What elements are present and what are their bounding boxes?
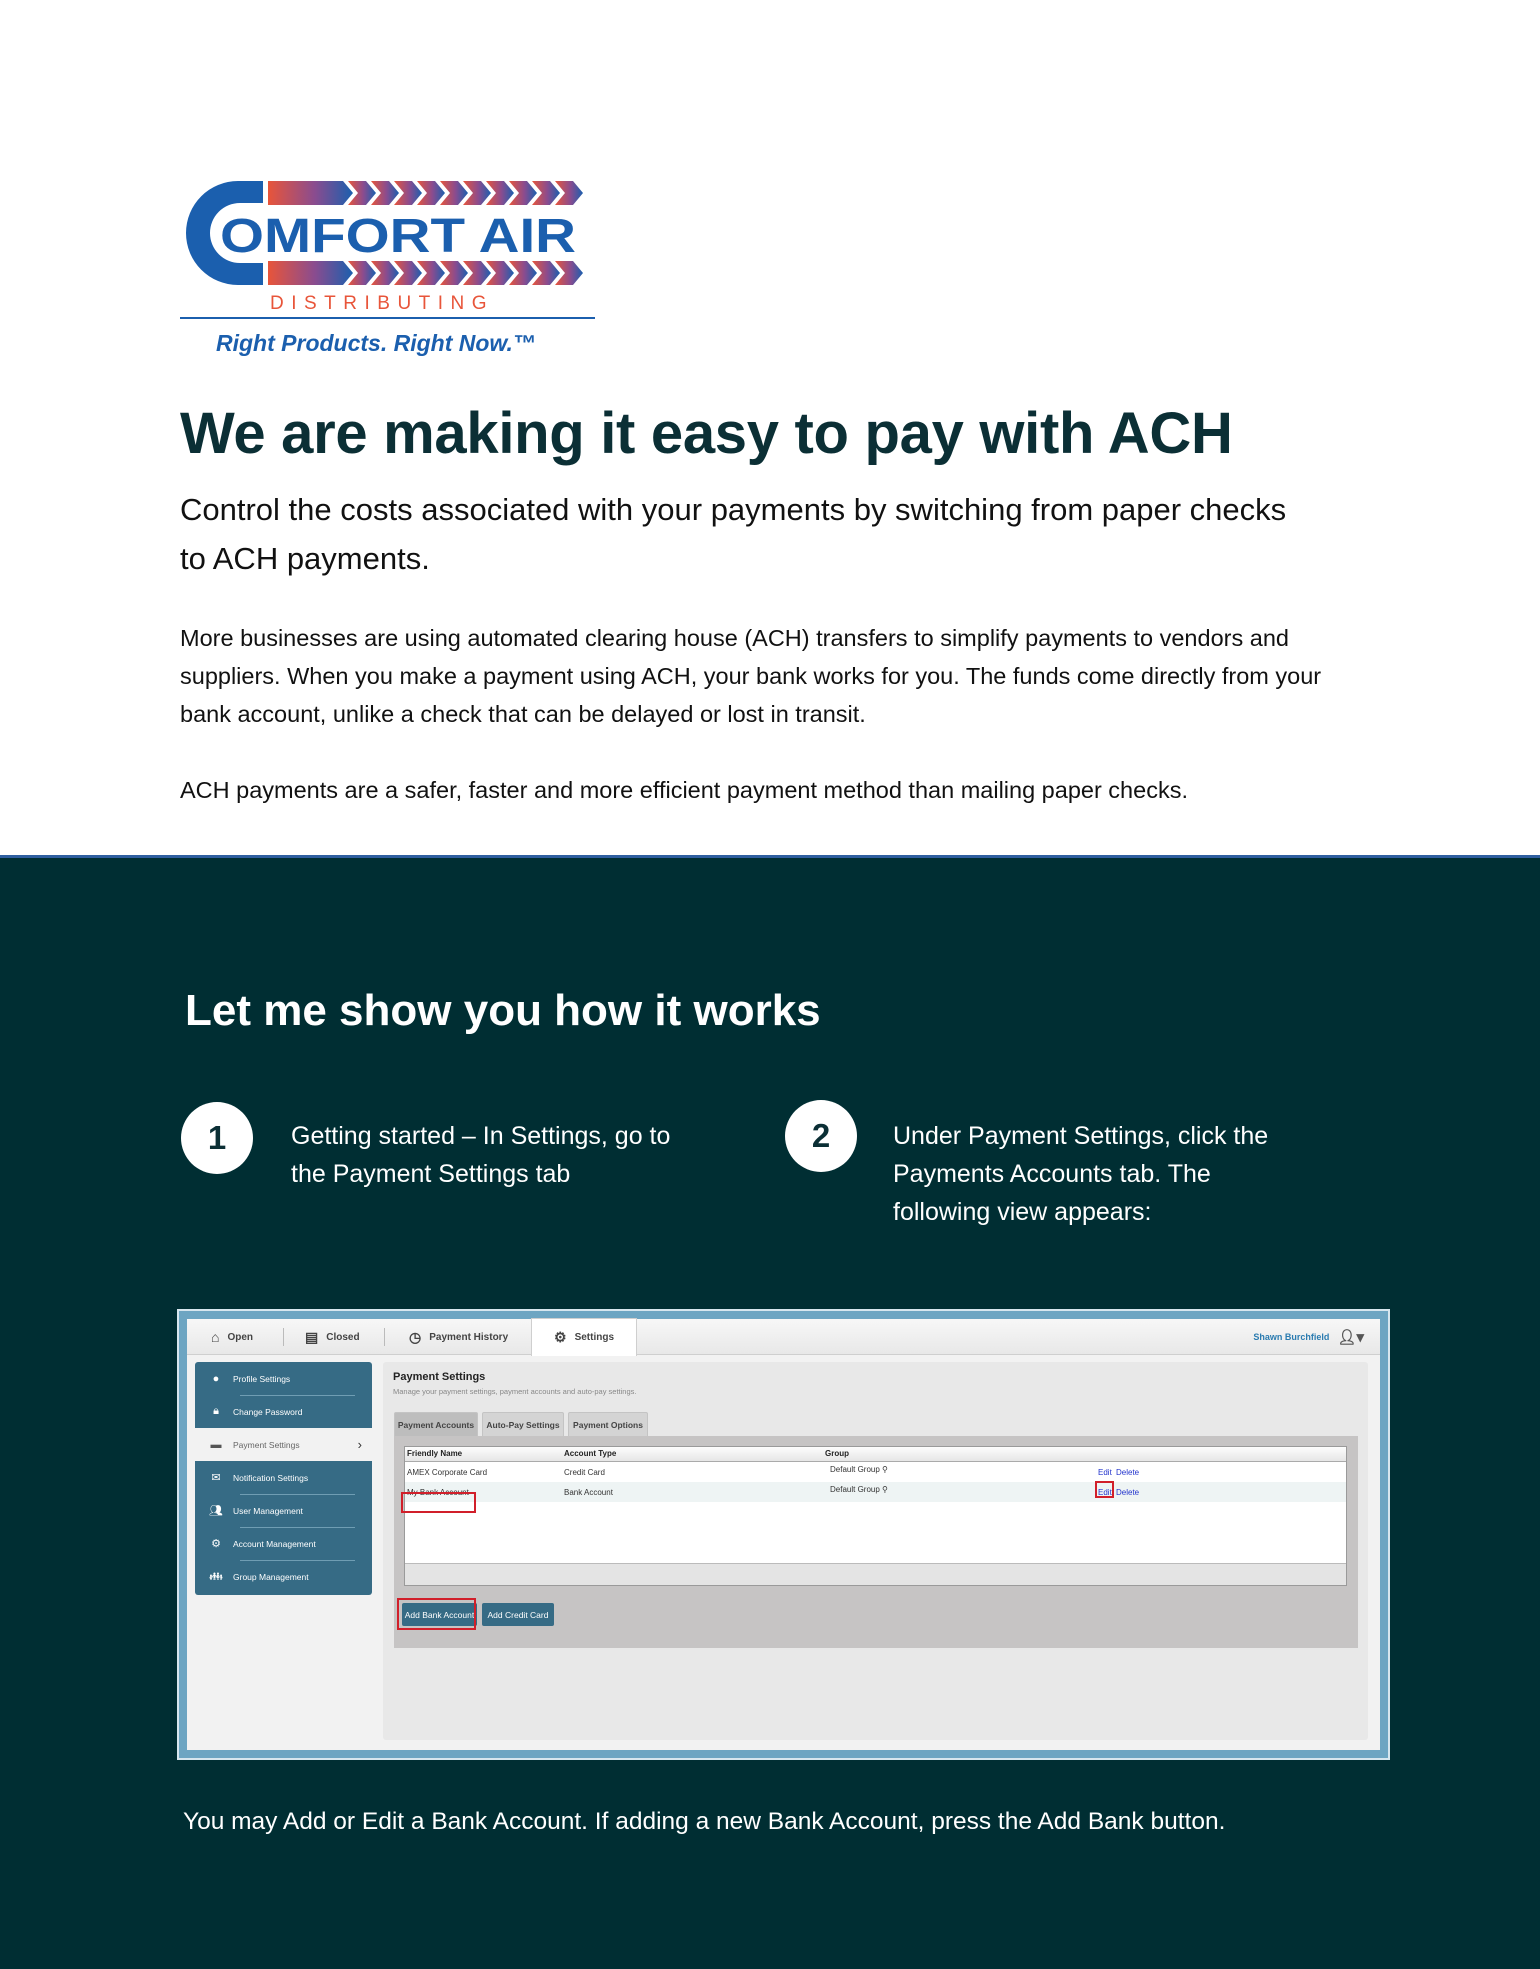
sidebar-item-label: Account Management (233, 1538, 316, 1549)
user-name: Shawn Burchfield (1253, 1332, 1330, 1342)
sidebar-item-label: Group Management (233, 1571, 309, 1582)
account-group[interactable]: Default Group ⚲ (830, 1465, 888, 1474)
lead-paragraph: Control the costs associated with your payments by switching from paper checks to ACH payments. (180, 492, 1287, 576)
column-header-account-type[interactable]: Account Type (564, 1449, 617, 1458)
add-bank-account-button[interactable]: Add Bank Account (402, 1603, 477, 1626)
nav-tab-label: Payment History (429, 1331, 509, 1343)
sidebar-item-group-management[interactable] (195, 1560, 372, 1593)
sidebar-item-label: User Management (233, 1505, 303, 1516)
sidebar-item-label: Payment Settings (233, 1439, 300, 1450)
tab-payment-options[interactable]: Payment Options (568, 1412, 648, 1436)
account-type: Bank Account (564, 1488, 613, 1497)
step-1-badge: 1 (181, 1102, 253, 1174)
delete-link[interactable]: Delete (1116, 1468, 1140, 1477)
step-2-badge: 2 (785, 1100, 857, 1172)
how-it-works-section (0, 858, 1540, 1969)
chevron-right-icon: › (357, 1437, 362, 1452)
sidebar-item-account-management[interactable] (195, 1527, 372, 1560)
table-footer (405, 1563, 1346, 1585)
column-header-friendly-name[interactable]: Friendly Name (407, 1449, 463, 1458)
account-name: AMEX Corporate Card (407, 1468, 488, 1477)
card-icon: ▬ (210, 1438, 222, 1451)
body-paragraph-2: ACH payments are a safer, faster and more efficient payment method than mailing paper checks. (180, 777, 1188, 803)
logo-tagline: Right Products. Right Now.™ (216, 330, 536, 356)
step-2-text: Under Payment Settings, click the Payments Accounts tab. The following view appears: (893, 1122, 1269, 1226)
user-icon: ● (212, 1372, 220, 1385)
logo-subtitle: DISTRIBUTING (270, 293, 495, 314)
edit-link[interactable]: Edit (1098, 1488, 1112, 1497)
page-headline: We are making it easy to pay with ACH (180, 401, 1233, 466)
user-menu[interactable] (1253, 1319, 1364, 1355)
panel-subtitle: Manage your payment settings, payment accounts and auto-pay settings. (393, 1387, 637, 1396)
home-icon: ⌂ (211, 1329, 220, 1345)
add-credit-card-button[interactable]: Add Credit Card (482, 1603, 554, 1626)
payment-settings-panel (383, 1362, 1368, 1740)
highlight-box-add-bank (397, 1598, 476, 1630)
gear-icon: ⚙ (554, 1329, 567, 1345)
nav-tab-open[interactable] (211, 1319, 253, 1355)
sidebar-item-notification-settings[interactable] (195, 1461, 372, 1494)
sidebar-item-payment-settings[interactable] (195, 1428, 372, 1461)
sidebar-item-label: Notification Settings (233, 1472, 309, 1483)
settings-sidebar (195, 1362, 372, 1595)
users-icon: 👥︎ (209, 1505, 223, 1517)
nav-tab-label: Settings (574, 1332, 615, 1343)
accounts-table (404, 1446, 1347, 1586)
gear-icon: ⚙ (211, 1538, 221, 1550)
list-icon: ▤ (305, 1328, 319, 1345)
account-type: Credit Card (564, 1468, 605, 1477)
app-window (187, 1319, 1380, 1750)
sidebar-item-profile-settings[interactable] (195, 1362, 372, 1395)
app-top-nav (187, 1319, 1380, 1355)
logo-wordmark: OMFORT AIR (220, 210, 576, 263)
instruction-footer: You may Add or Edit a Bank Account. If adding a new Bank Account, press the Add Bank button. (183, 1808, 1226, 1835)
account-name: My Bank Account (407, 1488, 469, 1497)
table-row (405, 1462, 1346, 1482)
delete-link[interactable]: Delete (1116, 1488, 1140, 1497)
sidebar-item-label: Change Password (233, 1406, 303, 1417)
user-avatar-icon: 👤︎▾ (1337, 1329, 1364, 1346)
envelope-icon: ✉ (211, 1472, 221, 1484)
nav-tab-label: Open (227, 1331, 254, 1343)
nav-tab-payment-history[interactable] (409, 1319, 508, 1355)
intro-section (0, 0, 1540, 857)
group-icon: 👪︎ (209, 1571, 223, 1583)
app-screenshot (177, 1309, 1390, 1760)
how-it-works-title: Let me show you how it works (185, 986, 821, 1035)
tab-auto-pay-settings[interactable]: Auto-Pay Settings (482, 1412, 564, 1436)
nav-tab-settings[interactable] (531, 1318, 637, 1356)
table-header (405, 1447, 1346, 1462)
sidebar-item-label: Profile Settings (233, 1373, 291, 1384)
sidebar-item-user-management[interactable] (195, 1494, 372, 1527)
panel-title: Payment Settings (393, 1371, 486, 1383)
edit-link[interactable]: Edit (1098, 1468, 1112, 1477)
body-paragraph-1: More businesses are using automated clearing house (ACH) transfers to simplify payments to vendors and suppliers. When you make a payment using ACH, your bank works for you. The funds come directly from your bank account, unlike a check that can be delayed or lost in transit. (180, 625, 1322, 727)
highlight-box-account-name (401, 1492, 476, 1513)
step-1-text: Getting started – In Settings, go to the Payment Settings tab (291, 1122, 671, 1188)
nav-tab-closed[interactable] (305, 1319, 360, 1355)
clock-icon: ◷ (409, 1328, 422, 1345)
tab-payment-accounts[interactable]: Payment Accounts (394, 1412, 478, 1436)
comfort-air-logo (178, 175, 603, 365)
column-header-group[interactable]: Group (825, 1449, 849, 1458)
table-row (405, 1482, 1346, 1502)
highlight-box-edit (1095, 1481, 1114, 1498)
sidebar-item-change-password[interactable] (195, 1395, 372, 1428)
lock-icon: 🔒︎ (213, 1405, 219, 1417)
account-group[interactable]: Default Group ⚲ (830, 1485, 888, 1494)
nav-tab-label: Closed (326, 1331, 360, 1343)
